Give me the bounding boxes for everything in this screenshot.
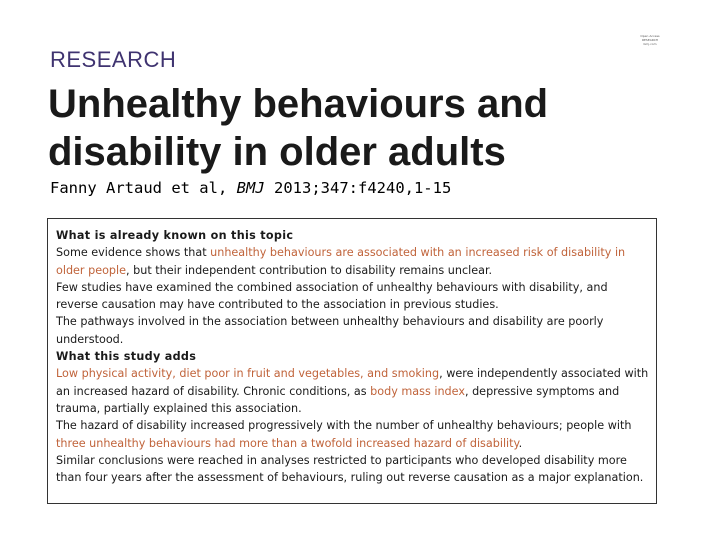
known-heading: What is already known on this topic [56,229,294,242]
summary-box [47,218,657,504]
known-point: Few studies have examined the combined association of unhealthy behaviours with disability, and reverse causation may have contributed to the association in previous studies. [56,280,608,312]
corner-note-line: bmj.com [643,42,657,46]
highlight-text: unhealthy behaviours are associated with an increased risk of disability in older people [56,246,626,277]
text-run: , depressive symptoms and trauma, partially explained this association. [56,384,620,415]
highlight-text: body mass index [370,384,465,398]
adds-point: Similar conclusions were reached in analyses restricted to participants who developed disability more than four years after the assessment of behaviours, ruling out reverse causation as a major explanation. [56,453,644,485]
adds-heading: What this study adds [56,350,197,364]
text-run: , were independently associated with an increased hazard of disability. Chronic conditions, as [56,367,649,398]
title-line-1: Unhealthy behaviours and [48,82,549,126]
citation [50,179,451,197]
highlight-text: Low physical activity, diet poor in fruit and vegetables, and smoking [56,367,440,381]
text-run: . [518,436,523,450]
text-run: The hazard of disability increased progressively with the number of unhealthy behaviours; people with [56,419,632,433]
adds-point [56,365,650,417]
citation-journal: BMJ [236,179,265,197]
section-label: RESEARCH [50,47,177,72]
text-run: Some evidence shows that [56,246,211,260]
known-point [56,244,650,279]
known-point: The pathways involved in the association between unhealthy behaviours and disability are poorly understood. [56,315,604,346]
highlight-text: three unhealthy behaviours had more than a twofold increased hazard of disability [56,436,519,450]
citation-details: 2013;347:f4240,1-15 [274,179,452,197]
citation-authors: Fanny Artaud et al, [50,179,228,197]
page-title [48,80,548,176]
adds-point [56,417,650,452]
corner-note-line: Open Access [640,34,660,38]
title-line-2: disability in older adults [48,130,506,174]
text-run: , but their independent contribution to disability remains unclear. [126,263,493,277]
corner-note-line: RESEARCH [641,38,659,42]
journal-corner-note [612,34,688,46]
